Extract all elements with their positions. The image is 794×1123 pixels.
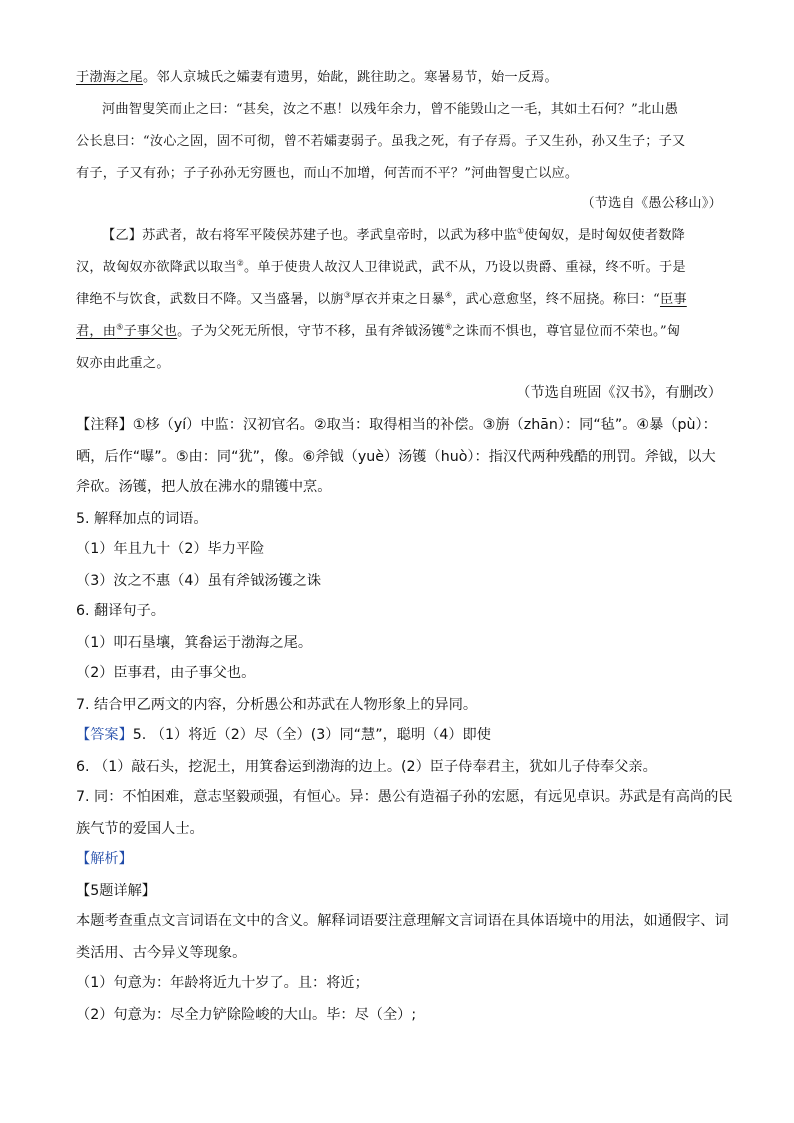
footnote-mark: ② — [236, 258, 245, 268]
jia-source: （节选自《愚公移山》） — [581, 196, 722, 211]
notes-line-3: 斧砍。汤镬，把人放在沸水的鼎镬中烹。 — [76, 479, 332, 495]
underlined-phrase: 于渤海之尾 — [76, 70, 143, 85]
answer-5: 【答案】5. （1）将近（2）尽（全）(3）同“慧”，聪明（4）即使 — [76, 727, 491, 743]
question-5-items-a: （1）年且九十（2）毕力平险 — [76, 541, 265, 557]
analysis-paragraph-line-1: 本题考查重点文言词语在文中的含义。解释词语要注意理解文言词语在具体语境中的用法，如通假字、词 — [76, 913, 729, 929]
question-6-item-2: （2）臣事君，由子事父也。 — [76, 665, 256, 681]
underlined-phrase: 臣事 — [659, 292, 687, 307]
answer-6: 6. （1）敲石头，挖泥土，用箕畚运到渤海的边上。(2）臣子侍奉君主，犹如儿子侍奉父亲。 — [76, 759, 657, 775]
footnote-mark: ④ — [444, 290, 453, 300]
passage-tag: 【乙】 — [102, 228, 143, 243]
footnote-mark: ① — [517, 226, 525, 236]
jia-line-4: 有子，子又有孙；子子孙孙无穷匮也，而山不加增，何苦而不平？”河曲智叟亡以应。 — [76, 166, 579, 181]
footnote-mark: ⑥ — [444, 322, 453, 332]
analysis-subheading: 【5题详解】 — [76, 883, 156, 899]
answer-7-line-2: 族气节的爱国人士。 — [76, 821, 204, 837]
analysis-paragraph-line-2: 类活用、古今异义等现象。 — [76, 945, 247, 961]
answer-label: 【答案】 — [76, 727, 133, 743]
question-6-item-1: （1）叩石垦壤，箕畚运于渤海之尾。 — [76, 635, 313, 651]
yi-source: （节选自班固《汉书》，有删改） — [516, 385, 722, 401]
notes-line-2: 晒，后作“曝”。⑤由：同“犹”，像。⑥斧钺（yuè）汤镬（huò）：指汉代两种残酷的刑罚。斧钺，以大 — [76, 449, 716, 465]
jia-line-2: 河曲智叟笑而止之曰：“甚矣，汝之不惠！以残年余力，曾不能毁山之一毛，其如土石何？”北山愚 — [102, 102, 679, 117]
yi-line-3: 律绝不与饮食，武数日不降。又当盛暑，以旃③厚衣并束之日暴④，武心意愈坚，终不屈挠。称曰：“臣事 — [76, 290, 687, 307]
yi-line-1: 【乙】苏武者，故右将军平陵侯苏建子也。孝武皇帝时，以武为移中监①使匈奴，是时匈奴使者数降 — [102, 226, 686, 243]
footnote-mark: ⑤ — [116, 322, 124, 332]
yi-line-4: 君，由⑤子事父也。子为父死无所恨，守节不移，虽有斧钺汤镬⑥之诛而不惧也，尊官显位而不荣也。”匈 — [76, 322, 681, 339]
question-7: 7. 结合甲乙两文的内容，分析愚公和苏武在人物形象上的异同。 — [76, 697, 478, 713]
analysis-label: 【解析】 — [76, 851, 133, 867]
question-5: 5. 解释加点的词语。 — [76, 511, 208, 527]
answer-7-line-1: 7. 同：不怕困难，意志坚毅顽强，有恒心。异：愚公有造福子孙的宏愿，有远见卓识。苏武是有高尚的民 — [76, 789, 733, 805]
analysis-item-2: （2）句意为：尽全力铲除险峻的大山。毕：尽（全）; — [76, 1007, 417, 1023]
question-6: 6. 翻译句子。 — [76, 603, 165, 619]
question-5-items-b: （3）汝之不惠（4）虽有斧钺汤镬之诛 — [76, 573, 322, 589]
notes-line-1: 【注释】①栘（yí）中监：汉初官名。②取当：取得相当的补偿。③旃（zhān）：同“毡”。④暴（pù）： — [76, 417, 717, 433]
yi-line-5: 奴亦由此重之。 — [76, 356, 170, 371]
jia-line-3: 公长息曰：“汝心之固，固不可彻，曾不若孀妻弱子。虽我之死，有子存焉。子又生孙，孙又生子；子又 — [76, 134, 686, 149]
jia-line-1: 于渤海之尾。邻人京城氏之孀妻有遗男，始龀，跳往助之。寒暑易节，始一反焉。 — [76, 70, 558, 85]
underlined-phrase: 君，由⑤子事父也 — [76, 322, 178, 339]
footnote-mark: ③ — [343, 290, 352, 300]
analysis-item-1: （1）句意为：年龄将近九十岁了。且：将近； — [76, 975, 369, 991]
yi-line-2: 汉，故匈奴亦欲降武以取当②。单于使贵人故汉人卫律说武，武不从，乃设以贵爵、重禄，终不听。于是 — [76, 258, 686, 275]
